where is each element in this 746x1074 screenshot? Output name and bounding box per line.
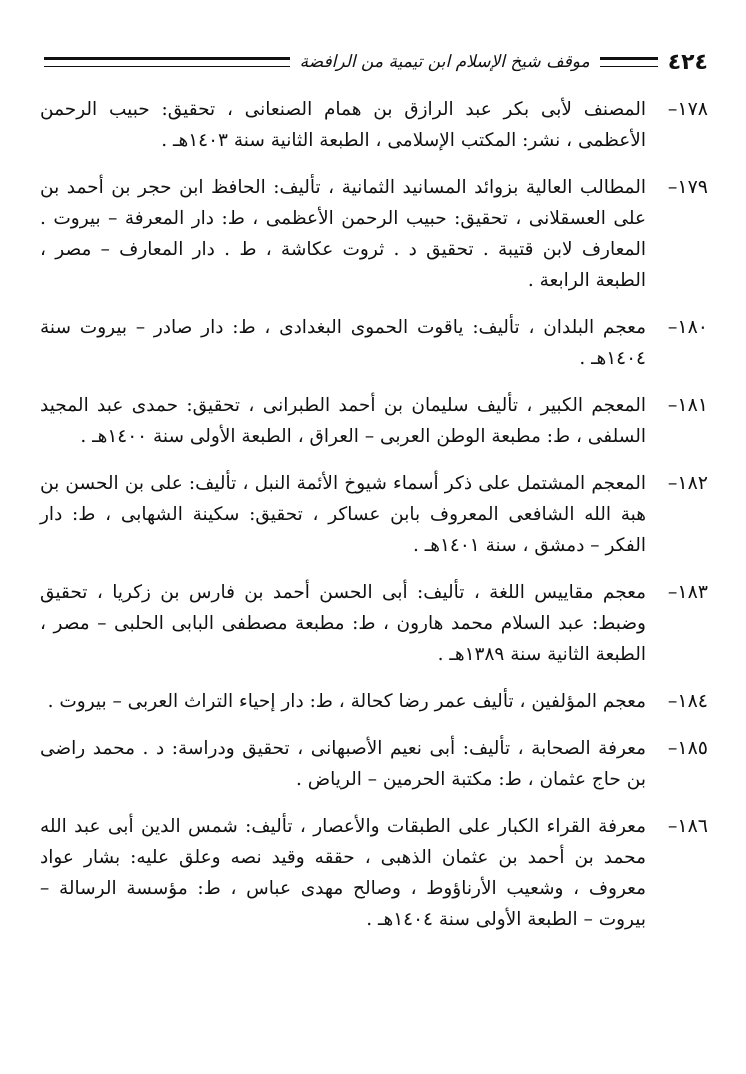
entry-text: معجم البلدان ، تأليف: ياقوت الحموى البغدادى ، ط: دار صادر – بيروت سنة ١٤٠٤هـ . <box>40 317 646 369</box>
entry-text: معرفة القراء الكبار على الطبقات والأعصار ، تأليف: شمس الدين أبى عبد الله محمد بن أحمد بن عثمان الذهبى ، حققه وقيد نصه وعلق عليه: بشار عواد معروف ، وشعيب الأرناؤوط ، وصالح مهدى عباس ، ط: مؤسسة الرسالة – بيروت – الطبعة الأولى سنة ١٤٠٤هـ . <box>40 816 646 930</box>
bibliography-entry <box>40 733 708 795</box>
bibliography-entry <box>40 577 708 670</box>
entry-number: ١٧٨– <box>667 98 708 120</box>
bibliography-entry <box>40 811 708 935</box>
entry-number: ١٨٥– <box>667 737 708 759</box>
entry-number: ١٨٠– <box>667 316 708 338</box>
bibliography-entry <box>40 686 708 717</box>
entry-text: معجم المؤلفين ، تأليف عمر رضا كحالة ، ط: دار إحياء التراث العربى – بيروت . <box>47 691 646 712</box>
page-header <box>40 44 708 80</box>
entry-number: ١٨٤– <box>667 690 708 712</box>
entry-text: المعجم المشتمل على ذكر أسماء شيوخ الأئمة النبل ، تأليف: على بن الحسن بن هبة الله الشافعى المعروف بابن عساكر ، تحقيق: سكينة الشهابى ، ط: دار الفكر – دمشق ، سنة ١٤٠١هـ . <box>40 473 646 556</box>
page-number: ٤٢٤ <box>667 49 708 75</box>
bibliography-entry <box>40 312 708 374</box>
entry-text: المعجم الكبير ، تأليف سليمان بن أحمد الطبرانى ، تحقيق: حمدى عبد المجيد السلفى ، ط: مطبعة الوطن العربى – العراق ، الطبعة الأولى سنة ١٤٠٠هـ . <box>40 395 646 447</box>
entry-text: معجم مقاييس اللغة ، تأليف: أبى الحسن أحمد بن فارس بن زكريا ، تحقيق وضبط: عبد السلام محمد هارون ، ط: مطبعة مصطفى البابى الحلبى – مصر ، الطبعة الثانية سنة ١٣٨٩هـ . <box>40 582 646 665</box>
header-rule-right <box>600 57 658 67</box>
entry-text: معرفة الصحابة ، تأليف: أبى نعيم الأصبهانى ، تحقيق ودراسة: د . محمد راضى بن حاج عثمان ، ط: مكتبة الحرمين – الرياض . <box>40 738 646 790</box>
bibliography-entry <box>40 94 708 156</box>
bibliography-list <box>40 94 708 935</box>
bibliography-entry <box>40 172 708 296</box>
entry-text: المصنف لأبى بكر عبد الرازق بن همام الصنعانى ، تحقيق: حبيب الرحمن الأعظمى ، نشر: المكتب الإسلامى ، الطبعة الثانية سنة ١٤٠٣هـ . <box>40 99 646 151</box>
entry-number: ١٨١– <box>667 394 708 416</box>
running-title: موقف شيخ الإسلام ابن تيمية من الرافضة <box>299 52 590 72</box>
entry-number: ١٨٣– <box>667 581 708 603</box>
entry-number: ١٧٩– <box>667 176 708 198</box>
entry-number: ١٨٢– <box>667 472 708 494</box>
entry-text: المطالب العالية بزوائد المسانيد الثمانية ، تأليف: الحافظ ابن حجر بن أحمد بن على العسقلانى ، تحقيق: حبيب الرحمن الأعظمى ، ط: دار المعرفة – بيروت . المعارف لابن قتيبة . تحقيق د . ثروت عكاشة ، ط . دار المعارف – مصر ، الطبعة الرابعة . <box>40 177 646 291</box>
entry-number: ١٨٦– <box>667 815 708 837</box>
header-rule-left <box>44 57 290 67</box>
document-page <box>40 44 708 951</box>
bibliography-entry <box>40 468 708 561</box>
bibliography-entry <box>40 390 708 452</box>
